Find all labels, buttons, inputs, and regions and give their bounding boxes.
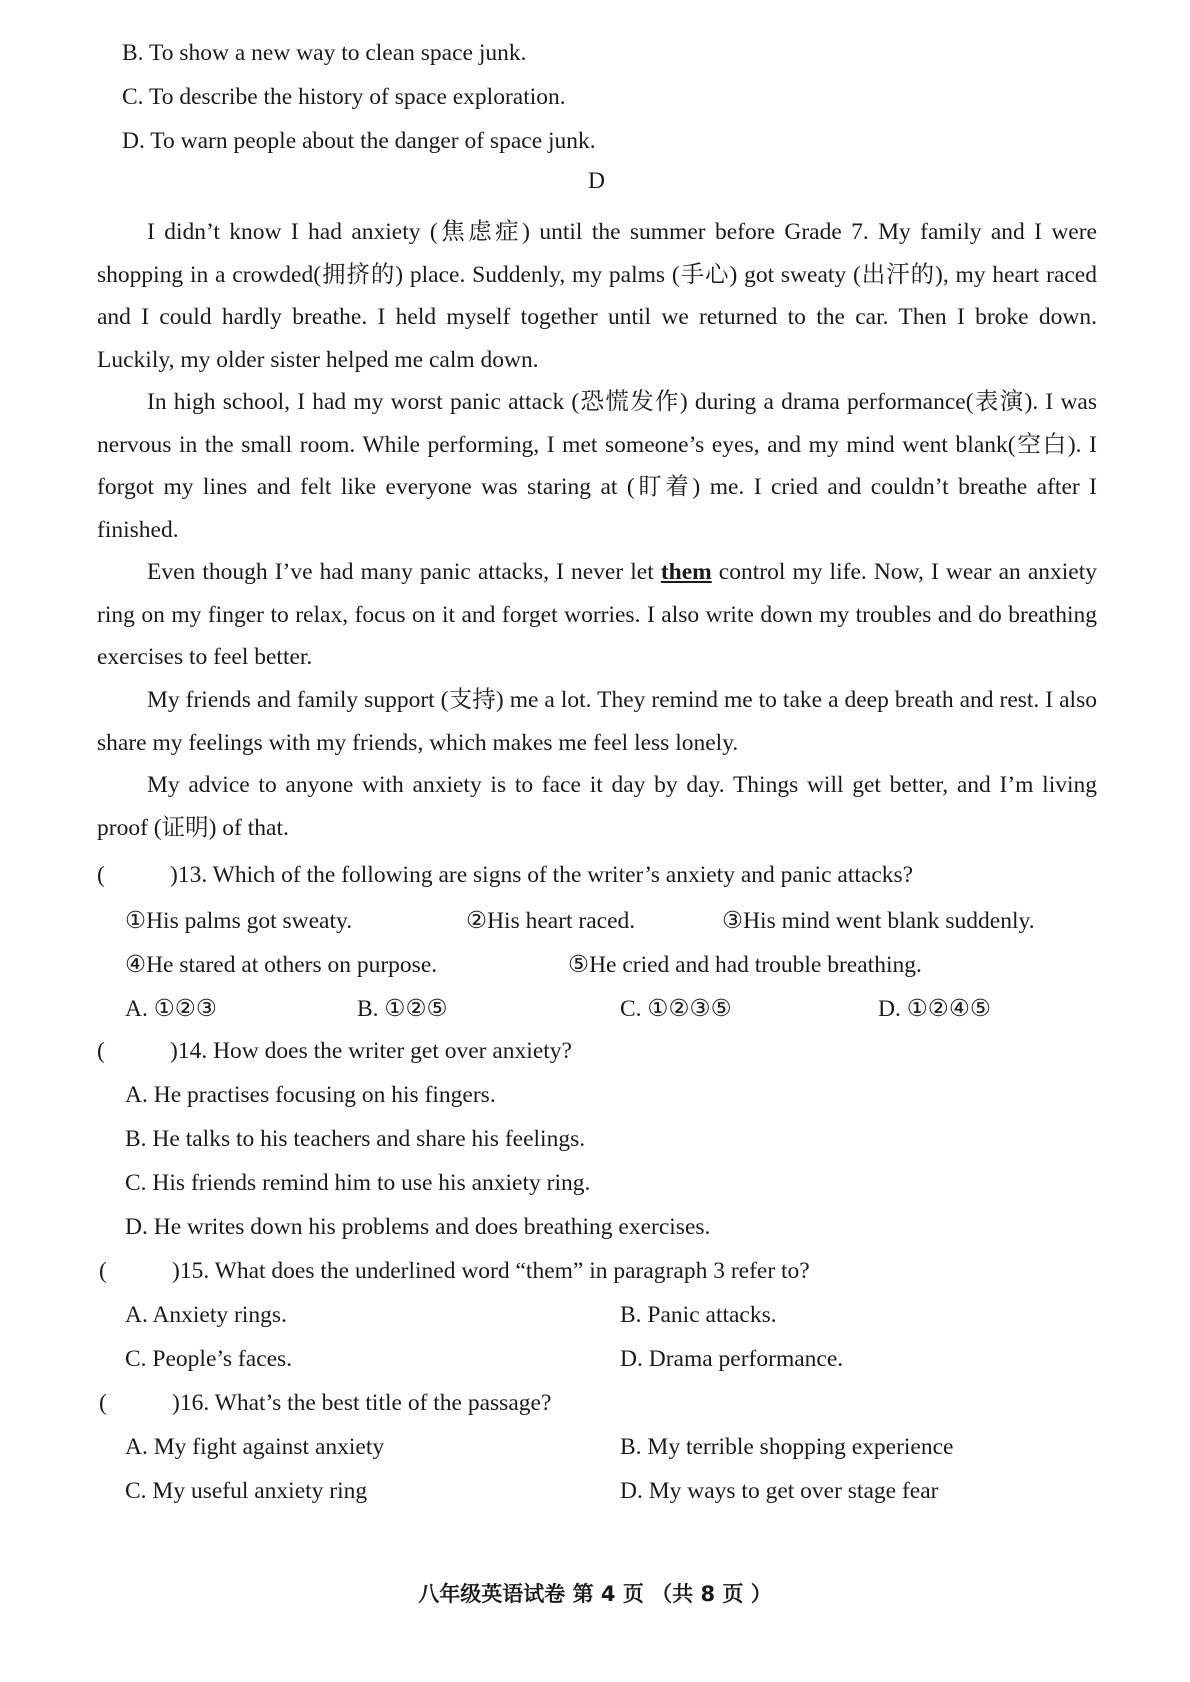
paragraph-1-text: I didn’t know I had anxiety (焦虑症) until the summer before Grade 7. My family and I were shopping in a crowded(拥挤的) place. Suddenly, my palms (手心) got sweaty (出汗的), my heart raced and I could hardly breathe. I held myself together until we returned to the car. Then I broke down. Luckily, my older sister helped me calm down. [97,219,1097,373]
q13-item-3: ③His mind went blank suddenly. [722,908,1035,934]
q14-stem: )14. How does the writer get over anxiety? [170,1038,572,1064]
q14-answer-blank[interactable]: ( [97,1038,105,1064]
passage-paragraph-4 [97,679,1097,764]
q13-option-c[interactable]: C. ①②③⑤ [620,996,732,1022]
paragraph-5-text: My advice to anyone with anxiety is to face it day by day. Things will get better, and I’m living proof (证明) of that. [97,772,1097,841]
prev-option-d: D. To warn people about the danger of space junk. [122,128,596,154]
q13-item-4: ④He stared at others on purpose. [125,952,438,978]
q13-item-1: ①His palms got sweaty. [125,908,353,934]
prev-option-c: C. To describe the history of space exploration. [122,84,566,110]
q15-answer-blank[interactable]: ( [99,1258,107,1284]
q13-option-b[interactable]: B. ①②⑤ [357,996,448,1022]
passage-paragraph-1 [97,211,1097,381]
page-footer: 八年级英语试卷 第 4 页 （共 8 页 ） [418,1582,772,1606]
section-label: D [588,168,605,194]
q13-item-2: ②His heart raced. [466,908,636,934]
q16-stem: )16. What’s the best title of the passage? [172,1390,552,1416]
q14-option-d[interactable]: D. He writes down his problems and does breathing exercises. [125,1214,711,1240]
prev-option-b: B. To show a new way to clean space junk. [122,40,527,66]
q14-option-b[interactable]: B. He talks to his teachers and share his feelings. [125,1126,586,1152]
q15-option-a[interactable]: A. Anxiety rings. [125,1302,287,1328]
q15-option-d[interactable]: D. Drama performance. [620,1346,844,1372]
q13-option-a[interactable]: A. ①②③ [125,996,217,1022]
q13-option-d[interactable]: D. ①②④⑤ [878,996,991,1022]
q14-option-c[interactable]: C. His friends remind him to use his anxiety ring. [125,1170,591,1196]
q16-answer-blank[interactable]: ( [99,1390,107,1416]
paragraph-3-text-before: Even though I’ve had many panic attacks, I never let [147,559,661,585]
passage-paragraph-5 [97,764,1097,849]
q16-option-b[interactable]: B. My terrible shopping experience [620,1434,954,1460]
paragraph-4-text: My friends and family support (支持) me a lot. They remind me to take a deep breath and rest. I also share my feelings with my friends, which makes me feel less lonely. [97,687,1097,756]
q13-stem: )13. Which of the following are signs of the writer’s anxiety and panic attacks? [170,862,914,888]
q15-option-b[interactable]: B. Panic attacks. [620,1302,777,1328]
underlined-word: them [660,559,712,585]
q15-option-c[interactable]: C. People’s faces. [125,1346,293,1372]
q15-stem: )15. What does the underlined word “them” in paragraph 3 refer to? [172,1258,810,1284]
passage-paragraph-3 [97,551,1097,679]
q16-option-d[interactable]: D. My ways to get over stage fear [620,1478,939,1504]
paragraph-3-text-after: control my life. Now, I wear an anxiety ring on my finger to relax, focus on it and forget worries. I also write down my troubles and do breathing exercises to feel better. [97,559,1098,670]
q14-option-a[interactable]: A. He practises focusing on his fingers. [125,1082,496,1108]
q13-answer-blank[interactable]: ( [97,862,105,888]
q16-option-a[interactable]: A. My fight against anxiety [125,1434,385,1460]
passage-paragraph-2 [97,381,1097,551]
paragraph-2-text: In high school, I had my worst panic attack (恐慌发作) during a drama performance(表演). I was nervous in the small room. While performing, I met someone’s eyes, and my mind went blank(空白). I forgot my lines and felt like everyone was staring at (盯着) me. I cried and couldn’t breathe after I finished. [97,389,1097,543]
q13-item-5: ⑤He cried and had trouble breathing. [568,952,922,978]
q16-option-c[interactable]: C. My useful anxiety ring [125,1478,368,1504]
